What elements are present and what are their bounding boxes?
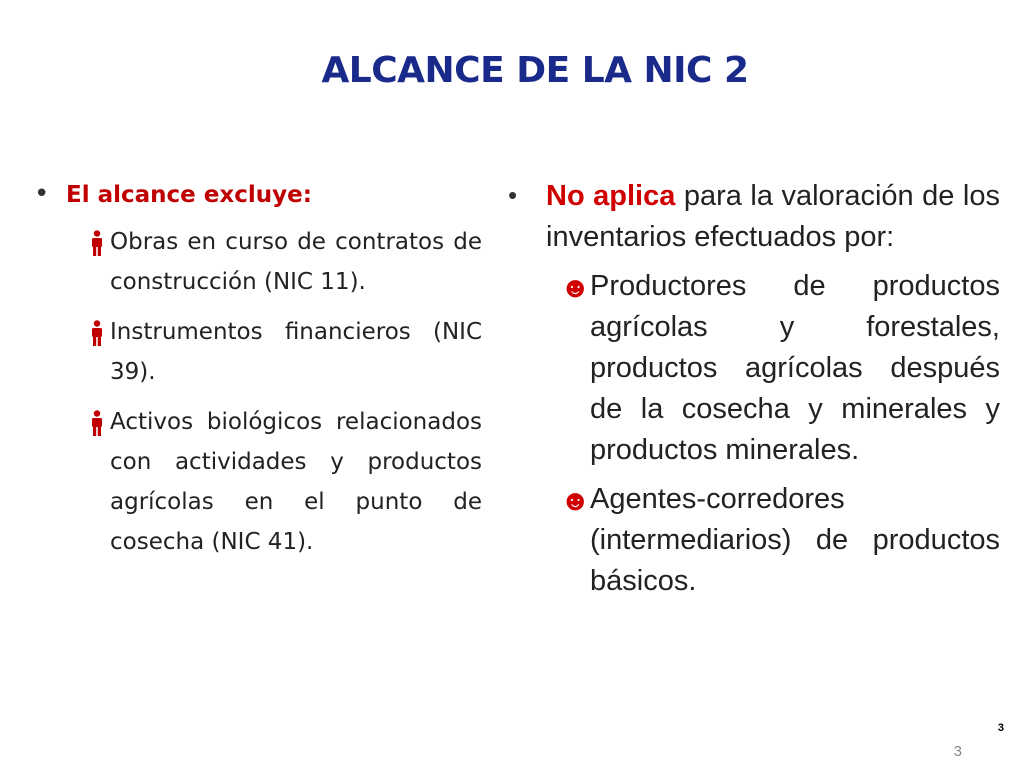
smiley-icon: ☻ — [560, 272, 591, 304]
page-number: 3 — [953, 743, 962, 760]
left-column — [34, 178, 482, 562]
list-item-text: Obras en curso de contratos de construcción (NIC 11). — [110, 229, 482, 295]
right-column — [508, 176, 1000, 602]
person-icon — [86, 230, 108, 256]
right-bullet — [508, 176, 1000, 258]
smiley-icon: ☻ — [560, 485, 591, 517]
list-item — [508, 479, 1000, 602]
bullet-dot-icon: • — [508, 180, 518, 210]
slide-title: ALCANCE DE LA NIC 2 — [321, 50, 749, 91]
list-item — [34, 312, 482, 392]
list-item — [34, 222, 482, 302]
right-lead: No aplica — [546, 180, 676, 212]
list-item-text: Agentes-corredores (intermediarios) de productos básicos. — [590, 483, 1000, 597]
person-icon — [86, 410, 108, 436]
right-intro-text: para la valoración de los inventarios efectuados por: — [546, 180, 1000, 253]
right-intro — [546, 176, 1000, 258]
list-item-text: Instrumentos financieros (NIC 39). — [110, 319, 482, 385]
bullet-dot-icon: • — [34, 179, 50, 209]
person-icon — [86, 320, 108, 346]
left-bullet — [34, 178, 482, 212]
list-item — [508, 266, 1000, 471]
list-item-text: Activos biológicos relacionados con actividades y productos agrícolas en el punto de cosecha (NIC 41). — [110, 409, 482, 555]
left-heading: El alcance excluye: — [66, 182, 312, 208]
list-item-text: Productores de productos agrícolas y forestales, productos agrícolas después de la cosecha y minerales y productos minerales. — [590, 270, 1000, 466]
list-item — [34, 402, 482, 562]
page-number-small: 3 — [997, 722, 1004, 734]
